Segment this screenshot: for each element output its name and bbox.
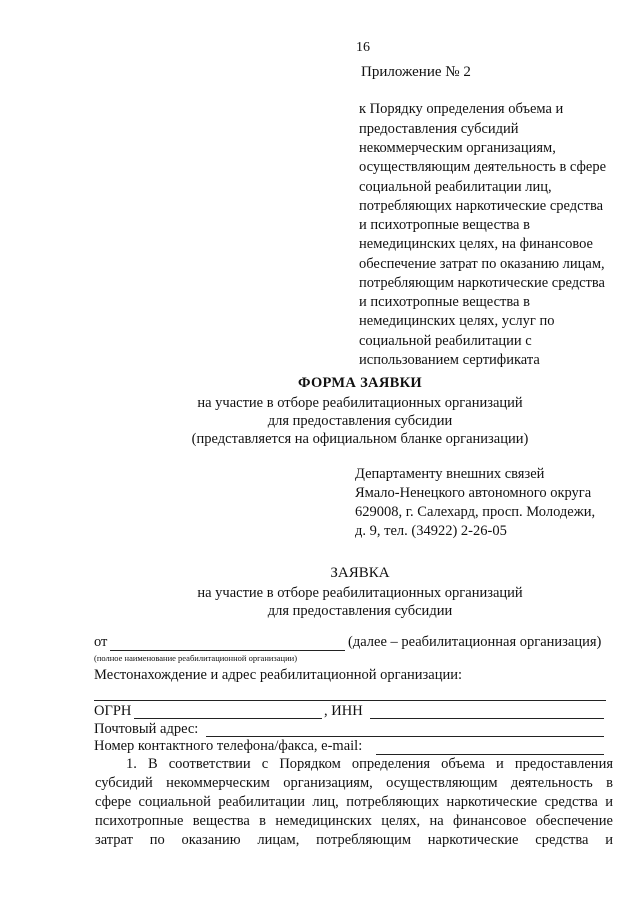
- ogrn-label: ОГРН: [94, 703, 132, 719]
- appendix-line: и психотропные вещества в: [359, 294, 530, 310]
- appendix-line: социальной реабилитации с: [359, 333, 532, 349]
- paragraph-line: субсидий некоммерческим организациям, осуществляющим деятельность в: [95, 775, 613, 791]
- ogrn-field[interactable]: [134, 718, 322, 719]
- form-subtitle-line: для предоставления субсидии: [267, 413, 453, 429]
- appendix-line: использованием сертификата: [359, 352, 540, 368]
- appendix-line: потребляющим наркотические средства: [359, 275, 605, 291]
- addressee-line: Департаменту внешних связей: [355, 466, 545, 482]
- paragraph-line: 1. В соответствии с Порядком определения объема и предоставления: [126, 756, 613, 772]
- appendix-line: и психотропные вещества в: [359, 217, 530, 233]
- appendix-line: предоставления субсидий: [359, 121, 519, 137]
- contact-field[interactable]: [376, 754, 604, 755]
- appendix-line: к Порядку определения объема и: [359, 101, 564, 117]
- paragraph-line: психотропные вещества в немедицинских целях, на финансовое обеспечение: [95, 813, 613, 829]
- form-title: ФОРМА ЗАЯВКИ: [298, 375, 422, 391]
- application-subtitle-line: для предоставления субсидии: [267, 603, 453, 619]
- inn-label: , ИНН: [324, 703, 363, 719]
- addressee-line: д. 9, тел. (34922) 2-26-05: [355, 523, 507, 539]
- location-field[interactable]: [94, 700, 606, 701]
- appendix-line: некоммерческим организациям,: [359, 140, 556, 156]
- contact-label: Номер контактного телефона/факса, e-mail:: [94, 738, 363, 754]
- addressee-line: Ямало-Ненецкого автономного округа: [355, 485, 592, 501]
- postal-field[interactable]: [206, 736, 604, 737]
- from-label: от: [94, 634, 108, 650]
- appendix-title: Приложение № 2: [361, 64, 471, 80]
- from-suffix: (далее – реабилитационная организация): [348, 634, 602, 650]
- appendix-line: обеспечение затрат по оказанию лицам,: [359, 256, 605, 272]
- appendix-line: потребляющих наркотические средства: [359, 198, 604, 214]
- appendix-line: немедицинских целях, услуг по: [359, 313, 555, 329]
- paragraph-line: сфере социальной реабилитации лиц, потребляющих наркотические средства и: [95, 794, 613, 810]
- postal-label: Почтовый адрес:: [94, 721, 199, 737]
- from-hint: (полное наименование реабилитационной организации): [94, 653, 298, 663]
- form-subtitle-line: на участие в отборе реабилитационных организаций: [197, 395, 523, 411]
- application-title: ЗАЯВКА: [330, 565, 390, 581]
- paragraph-line: затрат по оказанию лицам, потребляющим наркотические средства и: [95, 832, 613, 848]
- location-label: Местонахождение и адрес реабилитационной организации:: [94, 667, 463, 683]
- appendix-line: социальной реабилитации лиц,: [359, 179, 552, 195]
- addressee-line: 629008, г. Салехард, просп. Молодежи,: [355, 504, 596, 520]
- appendix-line: осуществляющим деятельность в сфере: [359, 159, 607, 175]
- appendix-line: немедицинских целях, на финансовое: [359, 236, 593, 252]
- form-subtitle-line: (представляется на официальном бланке организации): [191, 431, 529, 447]
- application-subtitle-line: на участие в отборе реабилитационных организаций: [197, 585, 523, 601]
- organization-name-field[interactable]: [110, 650, 345, 651]
- page-number: 16: [356, 40, 370, 55]
- inn-field[interactable]: [370, 718, 604, 719]
